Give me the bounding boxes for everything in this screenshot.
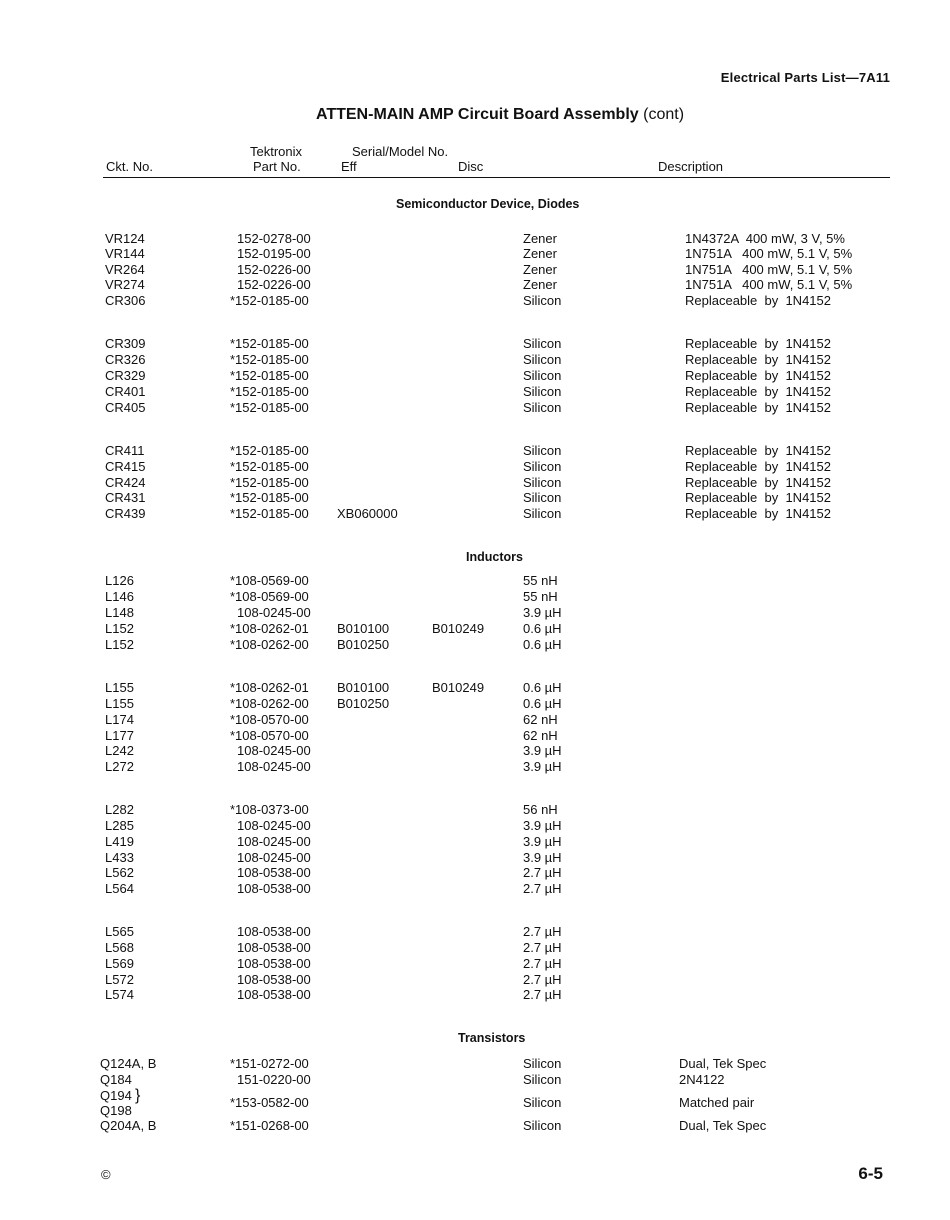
part-number: 108-0245-00 — [237, 743, 311, 758]
description: Replaceable by 1N4152 — [685, 368, 831, 383]
component-type: Silicon — [523, 459, 562, 474]
part-number: *108-0262-01 — [230, 680, 309, 695]
part-number: *152-0185-00 — [230, 293, 309, 308]
description: Dual, Tek Spec — [679, 1118, 767, 1133]
component-type: 3.9 µH — [523, 759, 562, 774]
header-ckt-no: Ckt. No. — [106, 159, 153, 174]
description: Replaceable by 1N4152 — [685, 336, 831, 351]
ckt-number: CR401 — [105, 384, 146, 399]
description: Replaceable by 1N4152 — [685, 400, 831, 415]
brace-bracket: } — [135, 1087, 141, 1104]
component-type: 2.7 µH — [523, 881, 562, 896]
part-number: *108-0373-00 — [230, 802, 309, 817]
description: Matched pair — [679, 1095, 755, 1110]
part-number: 108-0245-00 — [237, 759, 311, 774]
ckt-number: L174 — [105, 712, 134, 727]
part-number: 108-0245-00 — [237, 605, 311, 620]
header-tektronix: Tektronix — [250, 144, 303, 159]
description: 1N751A 400 mW, 5.1 V, 5% — [685, 246, 853, 261]
component-type: Silicon — [523, 336, 562, 351]
ckt-number: L152 — [105, 621, 134, 636]
component-type: 3.9 µH — [523, 605, 562, 620]
ckt-number: L155 — [105, 696, 134, 711]
description: Replaceable by 1N4152 — [685, 506, 831, 521]
ckt-number: L419 — [105, 834, 134, 849]
part-number: 108-0245-00 — [237, 850, 311, 865]
ckt-number: L242 — [105, 743, 134, 758]
part-number: 108-0538-00 — [237, 956, 311, 971]
part-number: *108-0569-00 — [230, 573, 309, 588]
header-rule — [103, 177, 890, 178]
ckt-number: CR431 — [105, 490, 146, 505]
component-type: 2.7 µH — [523, 865, 562, 880]
ckt-number: L564 — [105, 881, 134, 896]
component-type: 3.9 µH — [523, 818, 562, 833]
part-number: *152-0185-00 — [230, 384, 309, 399]
serial-disc: B010249 — [432, 621, 485, 636]
serial-eff: XB060000 — [337, 506, 398, 521]
part-number: 152-0278-00 — [237, 231, 311, 246]
ckt-number: L574 — [105, 987, 134, 1002]
section-diodes: Semiconductor Device, Diodes — [396, 197, 580, 211]
part-number: *152-0185-00 — [230, 475, 309, 490]
ckt-number: CR309 — [105, 336, 146, 351]
ckt-number: CR326 — [105, 352, 146, 367]
component-type: 0.6 µH — [523, 680, 562, 695]
ckt-number: VR274 — [105, 277, 145, 292]
component-type: 62 nH — [523, 728, 558, 743]
description: 2N4122 — [679, 1072, 725, 1087]
ckt-number: L152 — [105, 637, 134, 652]
part-number: 108-0538-00 — [237, 972, 311, 987]
part-number: 108-0245-00 — [237, 818, 311, 833]
ckt-number: L568 — [105, 940, 134, 955]
component-type: Silicon — [523, 400, 562, 415]
title-main: ATTEN-MAIN AMP Circuit Board Assembly — [315, 106, 639, 123]
part-number: *152-0185-00 — [230, 443, 309, 458]
ckt-number: L569 — [105, 956, 134, 971]
component-type: Silicon — [523, 293, 562, 308]
part-number: *108-0570-00 — [230, 712, 309, 727]
part-number: *108-0262-00 — [230, 696, 309, 711]
ckt-number: CR424 — [105, 475, 146, 490]
ckt-number: CR411 — [105, 443, 145, 458]
description: 1N4372A 400 mW, 3 V, 5% — [685, 231, 845, 246]
part-number: *108-0570-00 — [230, 728, 309, 743]
component-type: Silicon — [523, 1118, 562, 1133]
component-type: 2.7 µH — [523, 924, 562, 939]
description: Replaceable by 1N4152 — [685, 459, 831, 474]
part-number: *108-0262-01 — [230, 621, 309, 636]
description: Dual, Tek Spec — [679, 1056, 767, 1071]
part-number: *152-0185-00 — [230, 352, 309, 367]
ckt-number: L282 — [105, 802, 134, 817]
component-type: 0.6 µH — [523, 637, 562, 652]
component-type: Silicon — [523, 1095, 562, 1110]
component-type: 62 nH — [523, 712, 558, 727]
ckt-number: L562 — [105, 865, 134, 880]
header-description: Description — [658, 159, 724, 174]
component-type: Silicon — [523, 490, 562, 505]
component-type: 2.7 µH — [523, 940, 562, 955]
ckt-number: Q204A, B — [100, 1118, 157, 1133]
ckt-number: L126 — [105, 573, 134, 588]
serial-eff: B010100 — [337, 621, 390, 636]
component-type: Zener — [523, 231, 557, 246]
ckt-number: CR415 — [105, 459, 146, 474]
part-number: *151-0268-00 — [230, 1118, 309, 1133]
part-number: *152-0185-00 — [230, 459, 309, 474]
serial-eff: B010250 — [337, 637, 390, 652]
ckt-number: VR124 — [105, 231, 145, 246]
ckt-number: VR264 — [105, 262, 145, 277]
component-type: 56 nH — [523, 802, 558, 817]
ckt-number: L433 — [105, 850, 134, 865]
ckt-number: Q198 — [100, 1103, 132, 1118]
part-number: *152-0185-00 — [230, 336, 309, 351]
ckt-number: L155 — [105, 680, 134, 695]
part-number: *152-0185-00 — [230, 490, 309, 505]
section-transistors: Transistors — [458, 1031, 526, 1045]
component-type: Silicon — [523, 368, 562, 383]
part-number: 152-0195-00 — [237, 246, 311, 261]
part-number: 108-0538-00 — [237, 881, 311, 896]
description: Replaceable by 1N4152 — [685, 352, 831, 367]
ckt-number: Q184 — [100, 1072, 132, 1087]
component-type: 0.6 µH — [523, 621, 562, 636]
component-type: Silicon — [523, 1056, 562, 1071]
ckt-number: VR144 — [105, 246, 145, 261]
component-type: Silicon — [523, 1072, 562, 1087]
component-type: Silicon — [523, 352, 562, 367]
part-number: *152-0185-00 — [230, 400, 309, 415]
component-type: Zener — [523, 246, 557, 261]
part-number: *108-0262-00 — [230, 637, 309, 652]
serial-eff: B010100 — [337, 680, 390, 695]
ckt-number: L177 — [105, 728, 134, 743]
description: Replaceable by 1N4152 — [685, 384, 831, 399]
copyright-mark: © — [101, 1167, 111, 1182]
part-number: 108-0538-00 — [237, 940, 311, 955]
part-number: *108-0569-00 — [230, 589, 309, 604]
part-number: 108-0538-00 — [237, 865, 311, 880]
component-type: 0.6 µH — [523, 696, 562, 711]
component-type: 2.7 µH — [523, 956, 562, 971]
page-number: 6-5 — [858, 1164, 883, 1183]
section-inductors: Inductors — [466, 550, 523, 564]
ckt-number: L272 — [105, 759, 134, 774]
component-type: 3.9 µH — [523, 743, 562, 758]
component-type: Silicon — [523, 506, 562, 521]
description: 1N751A 400 mW, 5.1 V, 5% — [685, 277, 853, 292]
component-type: 2.7 µH — [523, 972, 562, 987]
part-number: 108-0538-00 — [237, 987, 311, 1002]
ckt-number: L572 — [105, 972, 134, 987]
part-number: 152-0226-00 — [237, 277, 311, 292]
part-number: 108-0245-00 — [237, 834, 311, 849]
component-type: Silicon — [523, 443, 562, 458]
running-head: Electrical Parts List—7A11 — [720, 70, 890, 85]
description: Replaceable by 1N4152 — [685, 443, 831, 458]
header-disc: Disc — [458, 159, 484, 174]
page-title — [0, 106, 950, 124]
part-number: 108-0538-00 — [237, 924, 311, 939]
ckt-number: CR306 — [105, 293, 146, 308]
description: Replaceable by 1N4152 — [685, 293, 831, 308]
part-number: *152-0185-00 — [230, 368, 309, 383]
component-type: 3.9 µH — [523, 850, 562, 865]
description: 1N751A 400 mW, 5.1 V, 5% — [685, 262, 853, 277]
part-number: *153-0582-00 — [230, 1095, 309, 1110]
ckt-number: CR439 — [105, 506, 146, 521]
component-type: Zener — [523, 262, 557, 277]
header-eff: Eff — [341, 159, 357, 174]
part-number: *151-0272-00 — [230, 1056, 309, 1071]
part-number: *152-0185-00 — [230, 506, 309, 521]
ckt-number: L285 — [105, 818, 134, 833]
header-part-no: Part No. — [253, 159, 301, 174]
serial-disc: B010249 — [432, 680, 485, 695]
component-type: 55 nH — [523, 573, 558, 588]
ckt-number: Q124A, B — [100, 1056, 157, 1071]
title-suffix: (cont) — [643, 106, 685, 123]
component-type: Silicon — [523, 475, 562, 490]
ckt-number: L565 — [105, 924, 134, 939]
ckt-number: L146 — [105, 589, 134, 604]
ckt-number: CR405 — [105, 400, 146, 415]
description: Replaceable by 1N4152 — [685, 490, 831, 505]
component-type: Silicon — [523, 384, 562, 399]
ckt-number: L148 — [105, 605, 134, 620]
header-serial-model: Serial/Model No. — [352, 144, 449, 159]
description: Replaceable by 1N4152 — [685, 475, 831, 490]
ckt-number: Q194 — [100, 1088, 132, 1103]
component-type: 2.7 µH — [523, 987, 562, 1002]
serial-eff: B010250 — [337, 696, 390, 711]
part-number: 151-0220-00 — [237, 1072, 311, 1087]
component-type: 3.9 µH — [523, 834, 562, 849]
component-type: Zener — [523, 277, 557, 292]
component-type: 55 nH — [523, 589, 558, 604]
part-number: 152-0226-00 — [237, 262, 311, 277]
ckt-number: CR329 — [105, 368, 146, 383]
